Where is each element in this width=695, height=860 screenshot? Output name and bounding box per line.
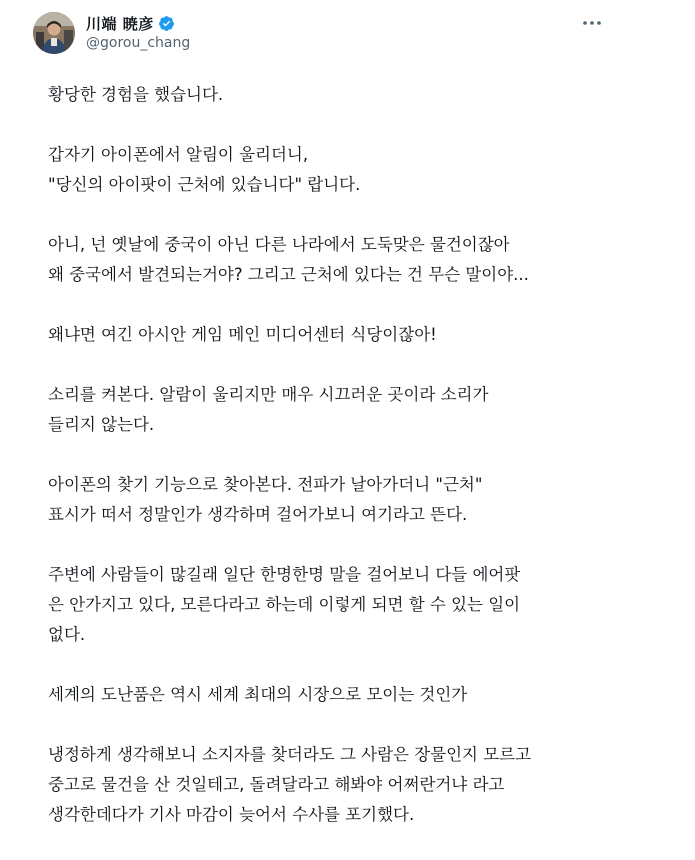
tweet-paragraph (48, 80, 648, 110)
tweet-paragraph (48, 560, 648, 650)
tweet-header (0, 0, 695, 62)
tweet-paragraph (48, 320, 648, 350)
tweet-line: "당신의 아이팟이 근처에 있습니다" 랍니다. (48, 175, 361, 194)
tweet-line: 냉정하게 생각해보니 소지자를 찾더라도 그 사람은 장물인지 모르고 (48, 745, 532, 764)
tweet-paragraph (48, 680, 648, 710)
tweet-text (48, 80, 648, 860)
tweet-line: 갑자기 아이폰에서 알림이 울리더니, (48, 145, 309, 164)
author-display-name[interactable]: 川端 暁彦 (86, 14, 154, 33)
tweet-line: 주변에 사람들이 많길래 일단 한명한명 말을 걸어보니 다들 에어팟 (48, 565, 521, 584)
tweet-line: 은 안가지고 있다, 모른다라고 하는데 이렇게 되면 할 수 있는 일이 (48, 595, 521, 614)
tweet-line: 황당한 경험을 했습니다. (48, 85, 224, 104)
author-name-row (86, 12, 175, 34)
avatar[interactable] (33, 12, 75, 54)
tweet-paragraph (48, 230, 648, 290)
more-dots-icon (582, 20, 602, 26)
tweet-line: 아이폰의 찾기 기능으로 찾아본다. 전파가 날아가더니 "근처" (48, 475, 483, 494)
tweet-line: 소리를 켜본다. 알람이 울리지만 매우 시끄러운 곳이라 소리가 (48, 385, 489, 404)
author-handle[interactable]: @gorou_chang (86, 35, 191, 51)
tweet-line: 세계의 도난품은 역시 세계 최대의 시장으로 모이는 것인가 (48, 685, 468, 704)
tweet-paragraph (48, 740, 648, 830)
tweet-line: 없다. (48, 625, 86, 644)
tweet-line: 아니, 넌 옛날에 중국이 아닌 다른 나라에서 도둑맞은 물건이잖아 (48, 235, 510, 254)
more-options-button[interactable] (578, 12, 606, 34)
tweet-paragraph (48, 140, 648, 200)
tweet-line: 들리지 않는다. (48, 415, 155, 434)
tweet-line: 왜냐면 여긴 아시안 게임 메인 미디어센터 식당이잖아! (48, 325, 437, 344)
tweet-line: 표시가 떠서 정말인가 생각하며 걸어가보니 여기라고 뜬다. (48, 505, 468, 524)
tweet-paragraph (48, 470, 648, 530)
tweet-line: 생각한데다가 기사 마감이 늦어서 수사를 포기했다. (48, 805, 415, 824)
tweet-line: 왜 중국에서 발견되는거야? 그리고 근처에 있다는 건 무슨 말이야... (48, 265, 529, 284)
tweet-paragraph (48, 380, 648, 440)
verified-badge-icon (158, 15, 175, 32)
tweet-line: 중고로 물건을 산 것일테고, 돌려달라고 해봐야 어쩌란거냐 라고 (48, 775, 505, 794)
